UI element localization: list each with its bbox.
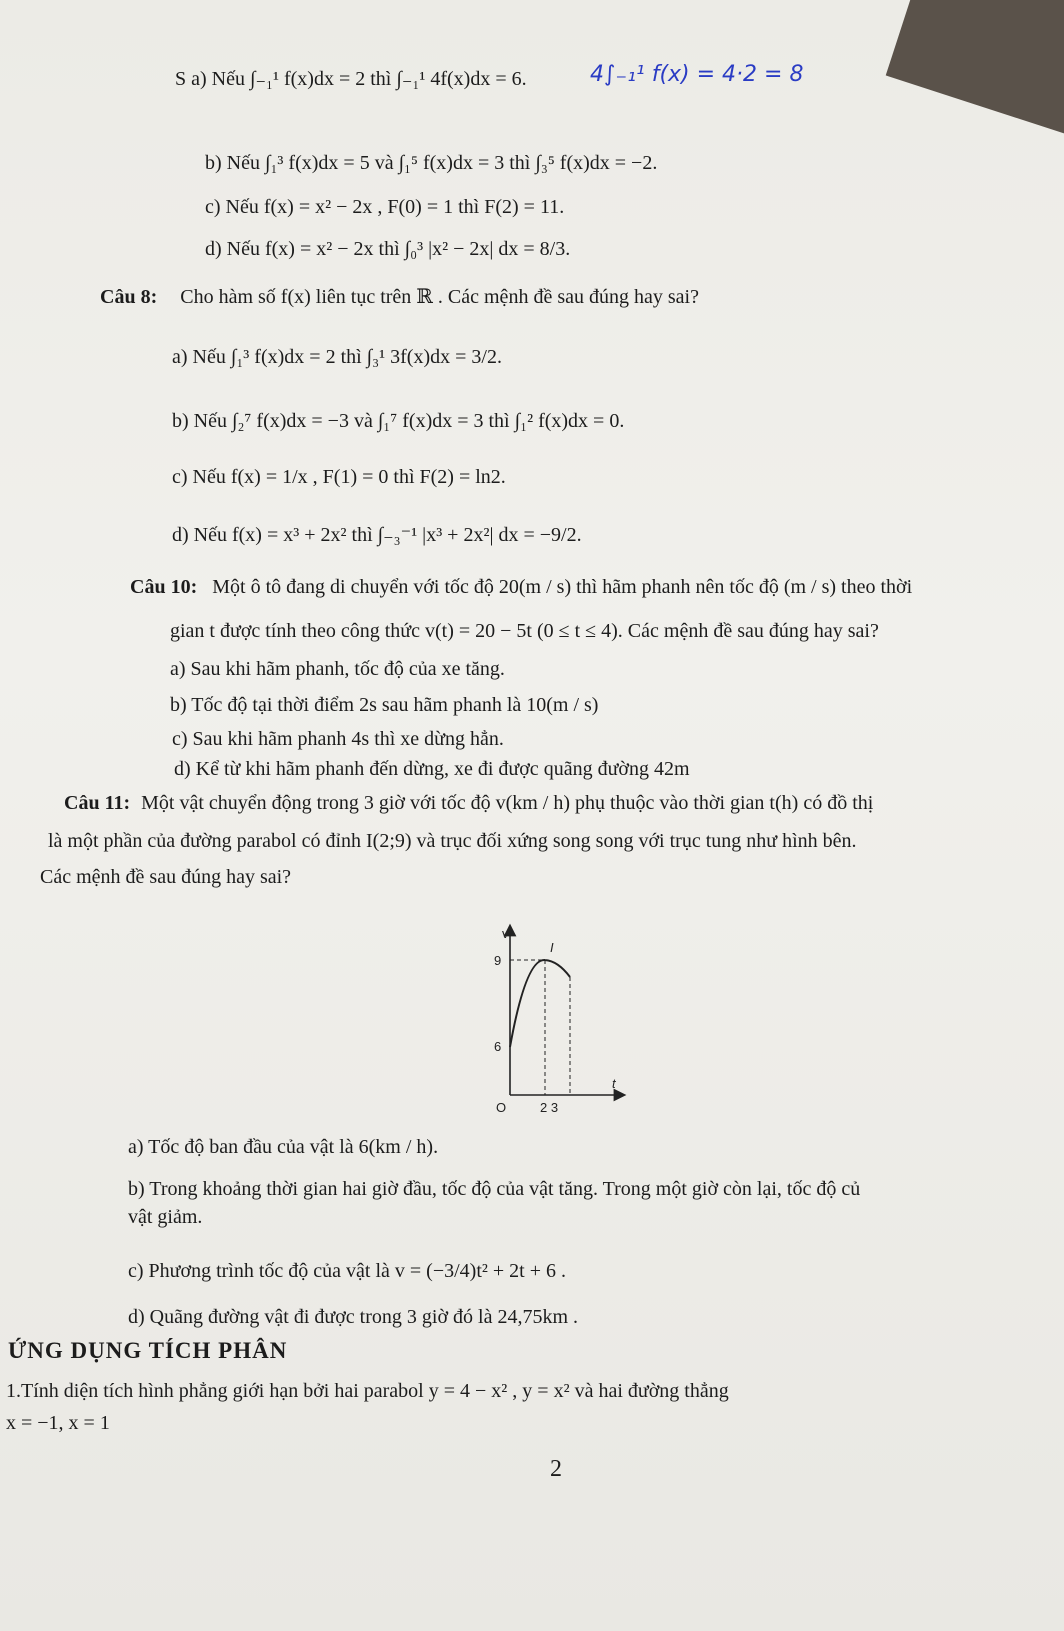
q8-heading: Câu 8: [100, 286, 158, 308]
q11-item-d: d) Quãng đường vật đi được trong 3 giờ đó là 24,75km . [128, 1306, 579, 1328]
section-problem-1-line-1: 1.Tính diện tích hình phẳng giới hạn bởi hai parabol y = 4 − x² , y = x² và hai đường thẳng [6, 1380, 729, 1402]
q11-text-1: Một vật chuyển động trong 3 giờ với tốc độ v(km / h) phụ thuộc vào thời gian t(h) có đồ thị [141, 792, 874, 814]
q7-item-a: S a) Nếu ∫₋₁¹ f(x)dx = 2 thì ∫₋₁¹ 4f(x)dx = 6. [175, 68, 527, 90]
velocity-graph [470, 920, 640, 1120]
q8-item-b: b) Nếu ∫₂⁷ f(x)dx = −3 và ∫₁⁷ f(x)dx = 3 thì ∫₁² f(x)dx = 0. [172, 410, 625, 432]
y-tick-6: 6 [494, 1039, 502, 1054]
y-tick-9: 9 [494, 953, 502, 968]
q11-heading: Câu 11: [64, 792, 131, 814]
q7-item-c: c) Nếu f(x) = x² − 2x , F(0) = 1 thì F(2) = 11. [205, 196, 565, 218]
x-ticks: 2 3 [540, 1100, 559, 1115]
q10-text-2: gian t được tính theo công thức v(t) = 20 − 5t (0 ≤ t ≤ 4). Các mệnh đề sau đúng hay sai? [170, 620, 879, 642]
q11-text-3: Các mệnh đề sau đúng hay sai? [40, 866, 292, 888]
q8-item-d: d) Nếu f(x) = x³ + 2x² thì ∫₋₃⁻¹ |x³ + 2x²| dx = −9/2. [172, 524, 582, 546]
q11-item-c: c) Phương trình tốc độ của vật là v = (−3/4)t² + 2t + 6 . [128, 1260, 567, 1282]
q7-handwritten-note: 4∫₋₁¹ f(x) = 4·2 = 8 [590, 62, 804, 87]
section-title: ỨNG DỤNG TÍCH PHÂN [8, 1338, 288, 1363]
desk-corner [886, 0, 1064, 137]
q11-item-b-line-2: vật giảm. [128, 1206, 203, 1228]
q11-item-a: a) Tốc độ ban đầu của vật là 6(km / h). [128, 1136, 439, 1158]
q10-item-a: a) Sau khi hãm phanh, tốc độ của xe tăng. [170, 658, 505, 680]
q8-item-a: a) Nếu ∫₁³ f(x)dx = 2 thì ∫₃¹ 3f(x)dx = 3/2. [172, 346, 502, 368]
q10-text-1: Một ô tô đang di chuyển với tốc độ 20(m / s) thì hãm phanh nên tốc độ (m / s) theo thời [212, 576, 913, 598]
q10-item-c: c) Sau khi hãm phanh 4s thì xe dừng hẳn. [172, 728, 504, 750]
v-axis-label: v [502, 926, 509, 941]
q8-block [100, 284, 699, 309]
q8-item-c: c) Nếu f(x) = 1/x , F(1) = 0 thì F(2) = ln2. [172, 466, 506, 488]
q7-item-d: d) Nếu f(x) = x² − 2x thì ∫₀³ |x² − 2x| dx = 8/3. [205, 238, 571, 260]
q10-heading: Câu 10: [130, 576, 198, 598]
q10-item-b: b) Tốc độ tại thời điểm 2s sau hãm phanh là 10(m / s) [170, 694, 599, 716]
q10-item-d: d) Kể từ khi hãm phanh đến dừng, xe đi được quãng đường 42m [174, 758, 690, 780]
page-number: 2 [550, 1456, 562, 1482]
q11-item-b-line-1: b) Trong khoảng thời gian hai giờ đầu, tốc độ của vật tăng. Trong một giờ còn lại, tốc độ củ [128, 1178, 861, 1200]
q10-block [130, 576, 912, 599]
vertex-label: I [550, 940, 554, 955]
origin-label: O [496, 1100, 507, 1115]
q11-text-2: là một phần của đường parabol có đỉnh I(2;9) và trục đối xứng song song với trục tung như hình bên. [48, 830, 857, 852]
q8-text: Cho hàm số f(x) liên tục trên ℝ . Các mệnh đề sau đúng hay sai? [180, 286, 699, 308]
parabola-curve [510, 960, 570, 1047]
q7-item-b: b) Nếu ∫₁³ f(x)dx = 5 và ∫₁⁵ f(x)dx = 3 thì ∫₃⁵ f(x)dx = −2. [205, 152, 658, 174]
q11-block [64, 792, 873, 815]
t-axis-label: t [612, 1076, 616, 1091]
section-problem-1-line-2: x = −1, x = 1 [6, 1412, 110, 1434]
